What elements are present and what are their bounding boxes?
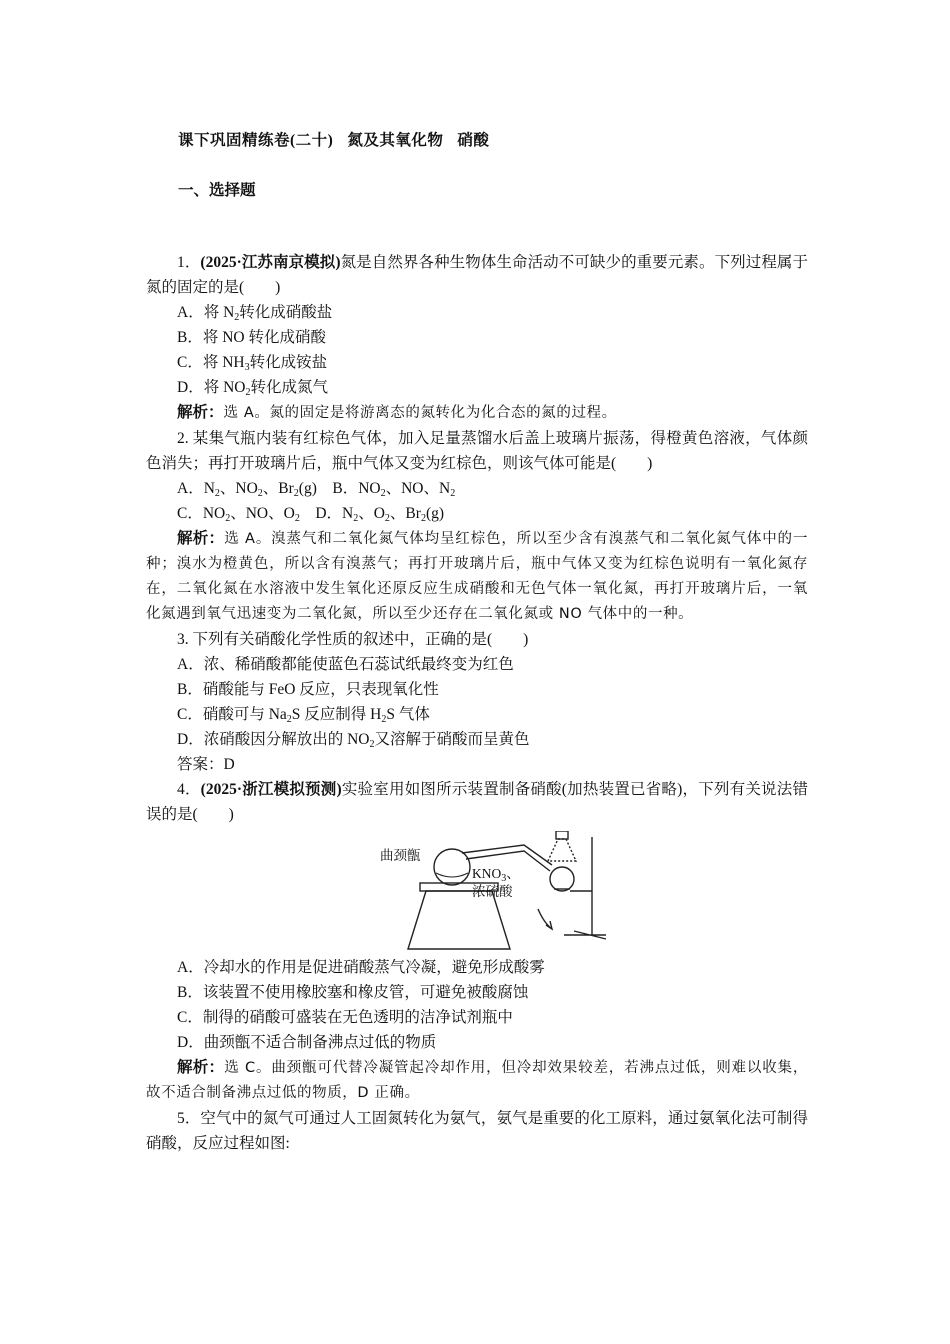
question-number: 4．: [177, 781, 201, 798]
q1-option-a: A．将 $N_2$转化成硝酸盐: [177, 304, 333, 323]
q3-option-d: D．浓硝酸因分解放出的 $NO_2$又溶解于硝酸而呈黄色: [177, 731, 530, 750]
analysis-label: 解析：: [177, 530, 225, 547]
q1-option-d: D．将 $NO_2$转化成氮气: [177, 379, 328, 398]
question-text: 氮是自然界各种生物体生命活动不可缺少的重要元素。下列过程属于氮的固定的是( ): [146, 254, 808, 296]
q4-option-c: C．制得的硝酸可盛装在无色透明的洁净试剂瓶中: [177, 1009, 513, 1026]
analysis-label: 解析：: [177, 1059, 225, 1076]
q2-options-ab: A．$N_2$、$NO_2$、$Br_2(g)$ B．$NO_2$、NO、$N_2$: [177, 480, 456, 499]
cooling-spray: [548, 839, 576, 861]
q1-analysis: 解析：选 A。氮的固定是将游离态的氮转化为化合态的氮的过程。: [177, 404, 617, 421]
question-text: 实验室用如图所示装置制备硝酸(加热装置已省略)，下列有关说法错误的是( ): [146, 781, 808, 823]
analysis-label: 解析：: [177, 404, 224, 421]
retort-flask-shape: [434, 849, 470, 885]
question-4-stem: [146, 777, 808, 827]
section-heading: 一、选择题: [178, 182, 256, 199]
figure-label-acid: 浓硫酸: [472, 884, 513, 899]
title-topic-2: 硝酸: [457, 132, 490, 149]
q4-option-b: B．该装置不使用橡胶塞和橡皮管，可避免被酸腐蚀: [177, 984, 529, 1001]
receiving-flask-shape: [550, 867, 574, 891]
tap-shape: [556, 831, 568, 839]
q1-option-b: B．将 NO 转化成硝酸: [177, 329, 326, 346]
q4-analysis: 解析：选 C。曲颈甑可代替冷凝管起冷却作用，但冷却效果较差，若沸点过低，则难以收集，故不适合制备沸点过低的物质，D 正确。: [146, 1059, 808, 1101]
question-list: [146, 250, 808, 1156]
q4-option-a: A．冷却水的作用是促进硝酸蒸气冷凝，避免形成酸雾: [177, 959, 545, 976]
question-5-stem: 5．空气中的氮气可通过人工固氮转化为氨气，氨气是重要的化工原料，通过氨氧化法可制得硝酸，反应过程如图:: [146, 1110, 808, 1152]
question-1-stem: [146, 250, 808, 300]
title-main: 课下巩固精练卷(二十): [178, 132, 334, 149]
question-3-stem: 3. 下列有关硝酸化学性质的叙述中，正确的是( ): [177, 631, 529, 648]
q3-answer: 答案：D: [177, 756, 235, 773]
question-number: 1．: [177, 254, 201, 271]
question-source: (2025·江苏南京模拟): [200, 254, 341, 271]
q3-option-b: B．硝酸能与 FeO 反应，只表现氧化性: [177, 681, 439, 698]
q2-options-cd: C．$NO_2$、NO、$O_2$ D．$N_2$、$O_2$、$Br_2(g)$: [177, 505, 445, 524]
question-source: (2025·浙江模拟预测): [200, 781, 342, 798]
q3-option-a: A．浓、稀硝酸都能使蓝色石蕊试纸最终变为红色: [177, 656, 514, 673]
apparatus-figure: [146, 827, 808, 955]
q1-option-c: C．将 $NH_3$转化成铵盐: [177, 354, 328, 373]
question-2-stem: 2. 某集气瓶内装有红棕色气体，加入足量蒸馏水后盖上玻璃片振荡，得橙黄色溶液，气体颜色消失；再打开玻璃片后，瓶中气体又变为红棕色，则该气体可能是( ): [146, 430, 808, 472]
figure-label-retort: 曲颈甑: [380, 848, 421, 863]
title-topic-1: 氮及其氧化物: [347, 132, 444, 149]
q3-option-c: C．硝酸可与 $Na_2S$ 反应制得 $H_2S$ 气体: [177, 706, 430, 725]
figure-label-kno3: $KNO_3$、: [472, 866, 520, 884]
q4-option-d: D．曲颈甑不适合制备沸点过低的物质: [177, 1034, 437, 1051]
page-title: [178, 128, 489, 150]
q2-analysis: 解析：选 A。溴蒸气和二氧化氮气体均呈红棕色，所以至少含有溴蒸气和二氧化氮气体中的一种；溴水为橙黄色，所以含有溴蒸气；再打开玻璃片后，瓶中气体又变为红棕色说明有一氧化氮存在，二氧化氮在水溶液中发生氧化还原反应生成硝酸和无色气体一氧化氮，再打开玻璃片后，一氧化氮遇到氧气迅速变为二氧化氮，所以至少还存在二氧化氮或 NO 气体中的一种。: [146, 530, 808, 622]
